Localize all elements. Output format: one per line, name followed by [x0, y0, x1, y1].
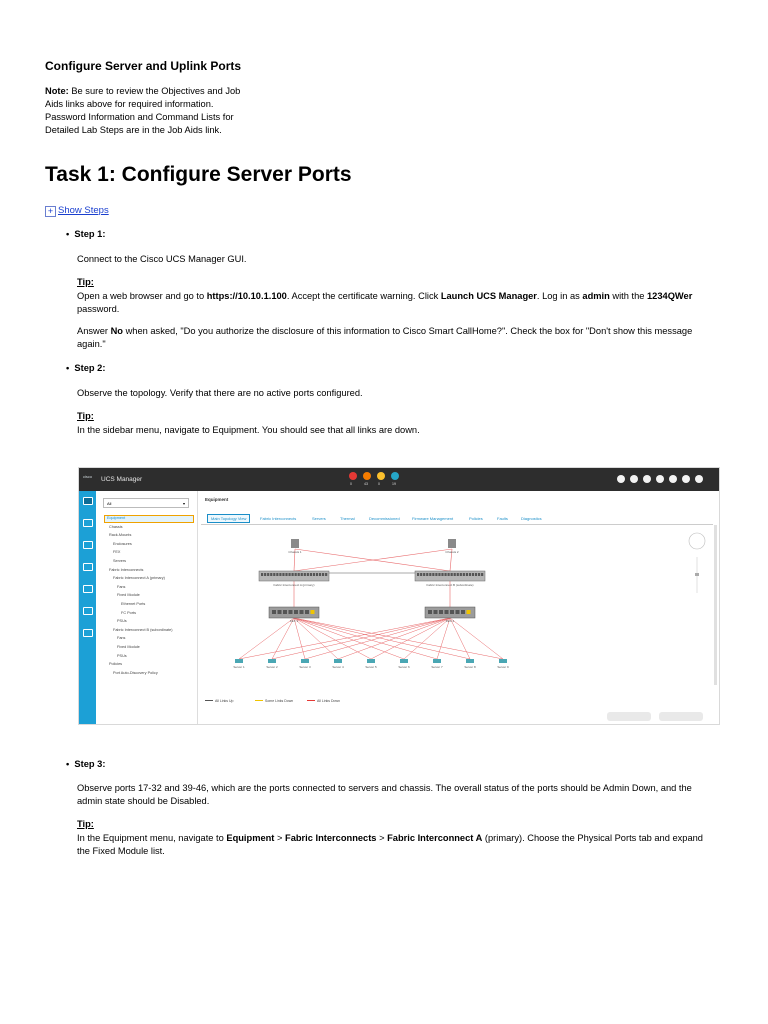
- task-title: Task 1: Configure Server Ports: [45, 163, 352, 186]
- port-mark: [444, 573, 446, 576]
- server-icon: [367, 659, 375, 663]
- port-mark: [435, 573, 437, 576]
- scrollbar: [714, 525, 717, 685]
- nav-tree-item[interactable]: PSUs: [117, 653, 127, 658]
- port-mark: [322, 573, 324, 576]
- port-mark: [475, 573, 477, 576]
- note-paragraph: [45, 85, 245, 137]
- port-mark: [472, 573, 474, 576]
- legend-item: All Links Down: [307, 699, 340, 703]
- main-content: [197, 491, 719, 724]
- nav-tree-item[interactable]: Fabric Interconnects: [109, 567, 144, 572]
- vm-icon[interactable]: [83, 585, 93, 593]
- server-label: Server 3: [299, 665, 311, 669]
- nav-tree-item[interactable]: Fans: [117, 584, 126, 589]
- step2-label: • Step 2:: [66, 363, 106, 373]
- port-mark: [279, 573, 281, 576]
- server-label: Server 5: [365, 665, 377, 669]
- note-label: Note:: [45, 86, 69, 96]
- footer-button-left[interactable]: [607, 712, 651, 721]
- port-mark: [313, 573, 315, 576]
- port-mark: [466, 573, 468, 576]
- fabric-interconnect-label: Fabric Interconnect A (primary): [273, 583, 315, 587]
- nav-tree-item[interactable]: Equipment: [107, 516, 126, 520]
- fabric-interconnect-icon: [259, 571, 329, 581]
- port-mark: [272, 610, 276, 614]
- alarm-count: 0: [350, 482, 352, 486]
- nav-tree-item[interactable]: FC Ports: [121, 610, 136, 615]
- link-line: [294, 618, 503, 659]
- cisco-logo: cisco: [83, 474, 93, 479]
- port-mark: [434, 610, 438, 614]
- port-mark: [307, 573, 309, 576]
- logout-icon[interactable]: [682, 475, 690, 483]
- step1-answer-text: Answer No when asked, "Do you authorize the disclosure of this information to Cisco Smart CallHome?". Check the box for "Don't show this message again.": [77, 326, 693, 349]
- equipment-icon[interactable]: [83, 497, 93, 505]
- nav-tree-item[interactable]: Servers: [113, 559, 127, 563]
- port-mark: [448, 573, 450, 576]
- link-line: [450, 618, 503, 659]
- port-mark: [439, 610, 443, 614]
- port-mark: [417, 573, 419, 576]
- nav-tree-item[interactable]: FEX: [113, 550, 121, 555]
- navigation-panel: [96, 491, 198, 724]
- port-mark: [451, 573, 453, 576]
- link-line: [239, 618, 450, 659]
- step3-tip-text: In the Equipment menu, navigate to Equipment > Fabric Interconnects > Fabric Interconnect A (primary). Choose the Physical Ports tab and expand the Fixed Module list.: [77, 833, 703, 856]
- filter-select[interactable]: All ▾: [103, 498, 189, 508]
- nav-tree-item[interactable]: Port Auto-Discovery Policy: [113, 670, 158, 675]
- port-mark: [298, 573, 300, 576]
- nav-tree-item[interactable]: PSUs: [117, 619, 127, 624]
- port-mark: [450, 610, 454, 614]
- link-line: [294, 618, 437, 659]
- server-label: Server 1: [233, 665, 245, 669]
- port-mark: [481, 573, 483, 576]
- alarm-count: 0: [378, 482, 380, 486]
- step3-label: • Step 3:: [66, 759, 106, 769]
- link-line: [272, 618, 450, 659]
- alarm-icon[interactable]: [377, 472, 385, 480]
- lan-icon[interactable]: [83, 541, 93, 549]
- port-mark: [294, 610, 298, 614]
- port-mark: [428, 610, 432, 614]
- port-mark: [454, 573, 456, 576]
- fabric-interconnect-icon: [415, 571, 485, 581]
- port-mark: [469, 573, 471, 576]
- port-mark: [438, 573, 440, 576]
- port-mark: [460, 573, 462, 576]
- step1-tip-label: Tip:: [77, 277, 94, 287]
- main-title: Equipment: [205, 497, 229, 502]
- nav-tree-item[interactable]: Enclosures: [113, 541, 132, 546]
- expand-plus-icon[interactable]: +: [45, 206, 56, 217]
- port-mark: [445, 610, 449, 614]
- port-mark: [426, 573, 428, 576]
- server-icon: [301, 659, 309, 663]
- port-mark: [300, 610, 304, 614]
- storage-icon[interactable]: [83, 607, 93, 615]
- port-mark: [273, 573, 275, 576]
- help-icon[interactable]: [617, 475, 625, 483]
- nav-tree-item[interactable]: Fixed Module: [117, 593, 140, 598]
- server-label: Server 9: [497, 665, 509, 669]
- link-line: [450, 618, 470, 659]
- port-mark: [467, 610, 471, 614]
- port-mark: [420, 573, 422, 576]
- port-mark: [429, 573, 431, 576]
- port-mark: [292, 573, 294, 576]
- admin-icon[interactable]: [83, 629, 93, 637]
- server-icon: [433, 659, 441, 663]
- server-label: Server 7: [431, 665, 443, 669]
- port-mark: [456, 610, 460, 614]
- port-mark: [270, 573, 272, 576]
- show-steps-link[interactable]: Show Steps: [58, 205, 109, 216]
- info-icon[interactable]: [656, 475, 664, 483]
- server-icon: [466, 659, 474, 663]
- server-icon: [334, 659, 342, 663]
- port-mark: [311, 610, 315, 614]
- port-mark: [305, 610, 309, 614]
- chassis-icon: [291, 539, 299, 548]
- note-text: Be sure to review the Objectives and Job Aids links above for required information. Password Information and Command Lists for Detailed Lab Steps are in the Job Aids link.: [45, 86, 241, 135]
- alarm-icon[interactable]: [363, 472, 371, 480]
- port-mark: [283, 610, 287, 614]
- server-label: Server 4: [332, 665, 344, 669]
- port-mark: [282, 573, 284, 576]
- link-line: [305, 618, 450, 659]
- settings-icon[interactable]: [630, 475, 638, 483]
- port-mark: [261, 573, 263, 576]
- server-label: Server 6: [398, 665, 410, 669]
- nav-tree-item[interactable]: Fabric Interconnect A (primary): [113, 576, 165, 581]
- server-icon: [499, 659, 507, 663]
- port-mark: [289, 610, 293, 614]
- alarm-count: 43: [364, 482, 368, 486]
- port-mark: [319, 573, 321, 576]
- port-mark: [267, 573, 269, 576]
- port-mark: [325, 573, 327, 576]
- nav-tree-item[interactable]: Rack-Mounts: [109, 533, 132, 538]
- port-mark: [432, 573, 434, 576]
- tab-item[interactable]: Firmware Management: [412, 516, 454, 521]
- legend-item: Some Links Down: [255, 699, 293, 703]
- tab-item[interactable]: Fabric Interconnects: [260, 516, 297, 521]
- step2-tip-label: Tip:: [77, 411, 94, 421]
- link-line: [294, 618, 404, 659]
- icon-rail: [79, 491, 96, 724]
- tab-item[interactable]: Faults: [497, 516, 508, 521]
- fabric-interconnect-label: Fabric Interconnect B (subordinate): [426, 583, 474, 587]
- san-icon[interactable]: [83, 563, 93, 571]
- port-mark: [316, 573, 318, 576]
- about-icon[interactable]: [669, 475, 677, 483]
- port-mark: [310, 573, 312, 576]
- topology-diagram: [197, 525, 719, 725]
- link-line: [239, 618, 294, 659]
- link-line: [272, 618, 294, 659]
- tab-item[interactable]: Diagnostics: [521, 516, 542, 521]
- exit-icon[interactable]: [695, 475, 703, 483]
- footer-button-right[interactable]: [659, 712, 703, 721]
- server-icon: [268, 659, 276, 663]
- page-subtitle: Configure Server and Uplink Ports: [45, 59, 242, 73]
- nav-tree-item[interactable]: Fabric Interconnect B (subordinate): [113, 627, 173, 632]
- port-mark: [301, 573, 303, 576]
- step2-tip-text: In the sidebar menu, navigate to Equipment. You should see that all links are down.: [77, 425, 420, 435]
- app-title: UCS Manager: [101, 476, 143, 483]
- alarm-icon[interactable]: [349, 472, 357, 480]
- alarm-icon[interactable]: [391, 472, 399, 480]
- ucs-top-bar: [79, 468, 719, 491]
- port-mark: [278, 610, 282, 614]
- port-mark: [264, 573, 266, 576]
- port-mark: [441, 573, 443, 576]
- search-icon[interactable]: [643, 475, 651, 483]
- step1-tip-text: Open a web browser and go to https://10.10.1.100. Accept the certificate warning. Click Launch UCS Manager. Log in as admin with the 1234QWer password.: [77, 291, 693, 314]
- server-label: Server 8: [464, 665, 476, 669]
- chassis-label: Chassis 2: [445, 550, 459, 554]
- legend-item: All Links Up: [205, 699, 233, 703]
- step3-tip-label: Tip:: [77, 819, 94, 829]
- step2-text: Observe the topology. Verify that there are no active ports configured.: [77, 388, 363, 398]
- fex-label: FEX 2: [445, 619, 455, 623]
- servers-icon[interactable]: [83, 519, 93, 527]
- step1-label: • Step 1:: [66, 229, 106, 239]
- nav-tree-item[interactable]: Policies: [109, 662, 123, 667]
- port-mark: [295, 573, 297, 576]
- show-steps-toggle[interactable]: [45, 205, 109, 217]
- port-mark: [423, 573, 425, 576]
- port-mark: [276, 573, 278, 576]
- chevron-down-icon: ▾: [182, 501, 185, 506]
- tab-item[interactable]: Decommissioned: [369, 516, 400, 521]
- port-mark: [457, 573, 459, 576]
- tab-item[interactable]: Servers: [312, 516, 326, 521]
- tab-item[interactable]: Main Topology View: [207, 514, 250, 523]
- nav-tree-item[interactable]: Fixed Module: [117, 645, 140, 649]
- port-mark: [304, 573, 306, 576]
- step1-text: Connect to the Cisco UCS Manager GUI.: [77, 254, 247, 264]
- alarm-count: 19: [392, 482, 396, 486]
- server-icon: [235, 659, 243, 663]
- port-mark: [285, 573, 287, 576]
- server-icon: [400, 659, 408, 663]
- nav-tree-item[interactable]: Fans: [117, 636, 126, 641]
- link-line: [294, 618, 371, 659]
- ucs-manager-screenshot: [78, 467, 720, 725]
- port-mark: [463, 573, 465, 576]
- pan-control-icon: [689, 533, 705, 549]
- chassis-label: Chassis 1: [288, 550, 302, 554]
- port-mark: [461, 610, 465, 614]
- fex-label: FEX 1: [289, 619, 299, 623]
- port-mark: [478, 573, 480, 576]
- tab-item[interactable]: Policies: [469, 516, 483, 521]
- link-line: [338, 618, 450, 659]
- port-mark: [288, 573, 290, 576]
- server-label: Server 2: [266, 665, 278, 669]
- zoom-handle: [695, 573, 699, 576]
- nav-tree-item[interactable]: Chassis: [109, 524, 123, 529]
- tab-item[interactable]: Thermal: [340, 516, 355, 521]
- step3-text: Observe ports 17-32 and 39-46, which are the ports connected to servers and chassis. The overall status of the ports should be Admin Down, and the admin state should be Disabled.: [77, 783, 692, 806]
- nav-tree-item[interactable]: Ethernet Ports: [121, 602, 146, 606]
- chassis-icon: [448, 539, 456, 548]
